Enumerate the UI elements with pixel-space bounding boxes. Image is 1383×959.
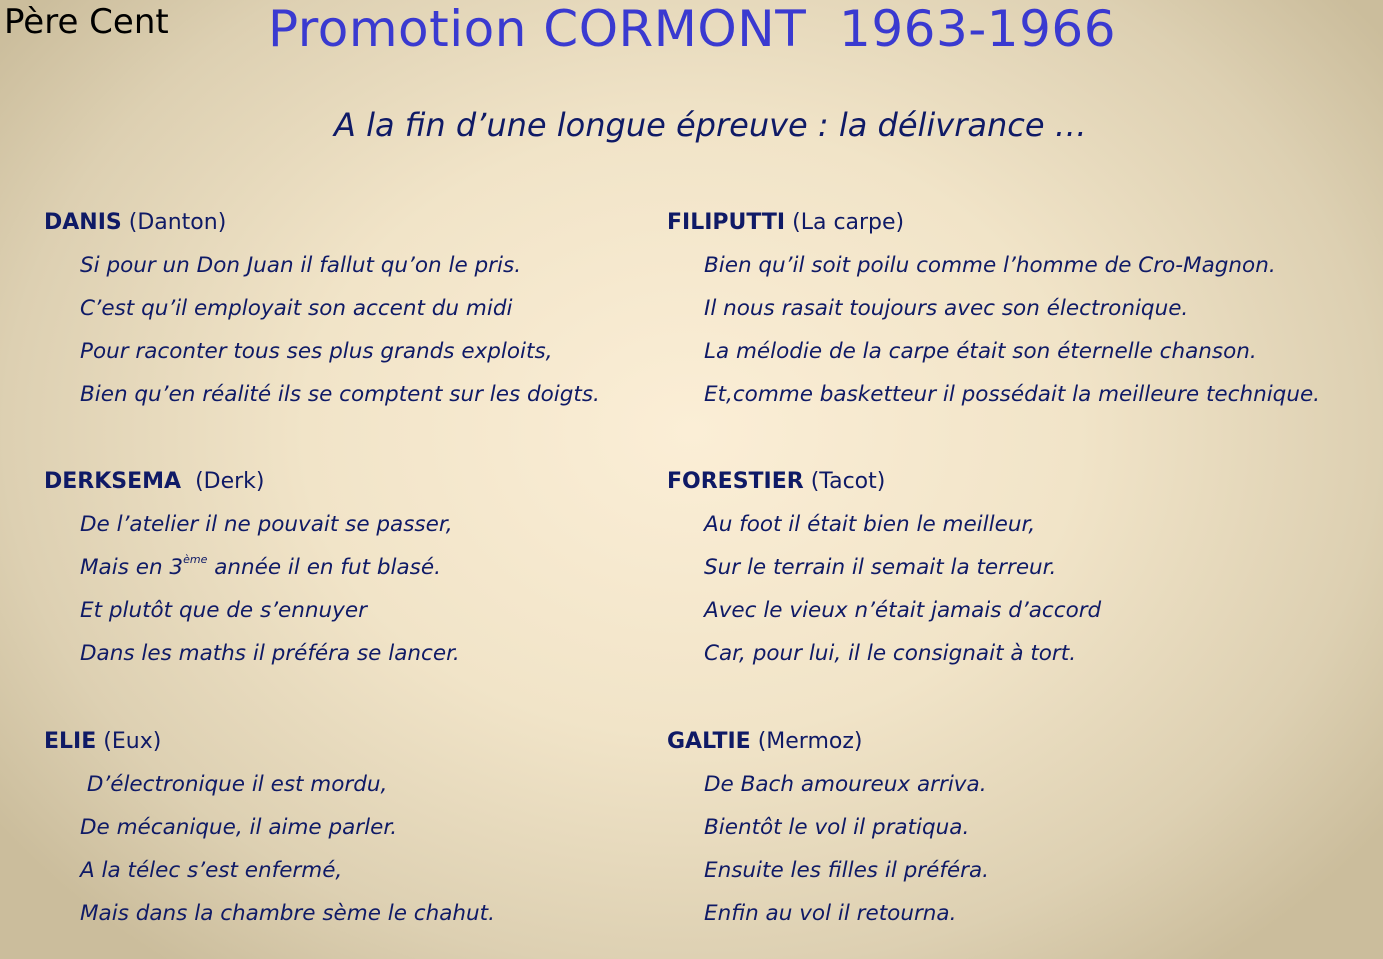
verse-line: D’électronique il est mordu, — [80, 772, 388, 797]
verse-fragment: Mais en 3 — [80, 555, 184, 580]
verse-line: Bien qu’il soit poilu comme l’homme de Cro-Magnon. — [704, 253, 1276, 278]
stanza-forestier — [667, 467, 1357, 682]
verse-line: Si pour un Don Juan il fallut qu’on le pris. — [80, 253, 522, 278]
verse-line: Pour raconter tous ses plus grands exploits, — [80, 339, 553, 364]
verse-line: Car, pour lui, il le consignait à tort. — [704, 641, 1077, 666]
verse-line: De mécanique, il aime parler. — [80, 815, 398, 840]
student-nickname: (Eux) — [103, 729, 162, 754]
verse-line: Bientôt le vol il pratiqua. — [704, 815, 970, 840]
verse-line: C’est qu’il employait son accent du midi — [80, 296, 513, 321]
student-name: DANIS — [44, 210, 122, 235]
verse-line: Enfin au vol il retourna. — [704, 901, 957, 926]
verse-line: De Bach amoureux arriva. — [704, 772, 987, 797]
verse-line: Et plutôt que de s’ennuyer — [80, 598, 367, 623]
student-name: FILIPUTTI — [667, 210, 786, 235]
stanza-danis — [44, 208, 734, 423]
student-nickname: (Tacot) — [810, 469, 886, 494]
verse-line: Et,comme basketteur il possédait la meilleure technique. — [704, 382, 1321, 407]
verse-line: Dans les maths il préféra se lancer. — [80, 641, 460, 666]
verse-line: De l’atelier il ne pouvait se passer, — [80, 512, 453, 537]
student-nickname: (Mermoz) — [757, 729, 863, 754]
verse-line: Au foot il était bien le meilleur, — [704, 512, 1036, 537]
stanza-elie — [44, 727, 734, 942]
verse-line — [44, 553, 734, 596]
ordinal-suffix: ème — [183, 552, 208, 566]
stanza-filiputti — [667, 208, 1357, 423]
verse-line: Ensuite les filles il préféra. — [704, 858, 989, 883]
student-name: GALTIE — [667, 729, 751, 754]
student-name: ELIE — [44, 729, 97, 754]
stanza-galtie — [667, 727, 1357, 942]
stanza-heading — [44, 727, 734, 770]
student-name: DERKSEMA — [44, 469, 182, 494]
page-subtitle: A la fin d’une longue épreuve : la délivrance … — [334, 106, 1087, 144]
verse-line: Il nous rasait toujours avec son électronique. — [704, 296, 1189, 321]
stanza-heading — [667, 467, 1357, 510]
student-name: FORESTIER — [667, 469, 804, 494]
student-nickname: (Danton) — [128, 210, 227, 235]
student-nickname: (La carpe) — [792, 210, 905, 235]
verse-line: La mélodie de la carpe était son éternelle chanson. — [704, 339, 1257, 364]
stanza-derksema — [44, 467, 734, 682]
corner-label: Père Cent — [4, 2, 169, 42]
verse-fragment: année il en fut blasé. — [207, 555, 441, 580]
verse-line: Mais dans la chambre sème le chahut. — [80, 901, 495, 926]
verse-line: Sur le terrain il semait la terreur. — [704, 555, 1057, 580]
verse-line: A la télec s’est enfermé, — [80, 858, 343, 883]
page-title: Promotion CORMONT 1963-1966 — [268, 0, 1117, 58]
stanza-heading — [667, 727, 1357, 770]
verse-line: Bien qu’en réalité ils se comptent sur les doigts. — [80, 382, 600, 407]
stanza-heading — [667, 208, 1357, 251]
verse-line: Avec le vieux n’était jamais d’accord — [704, 598, 1102, 623]
stanza-heading — [44, 208, 734, 251]
stanza-heading — [44, 467, 734, 510]
student-nickname: (Derk) — [195, 469, 265, 494]
